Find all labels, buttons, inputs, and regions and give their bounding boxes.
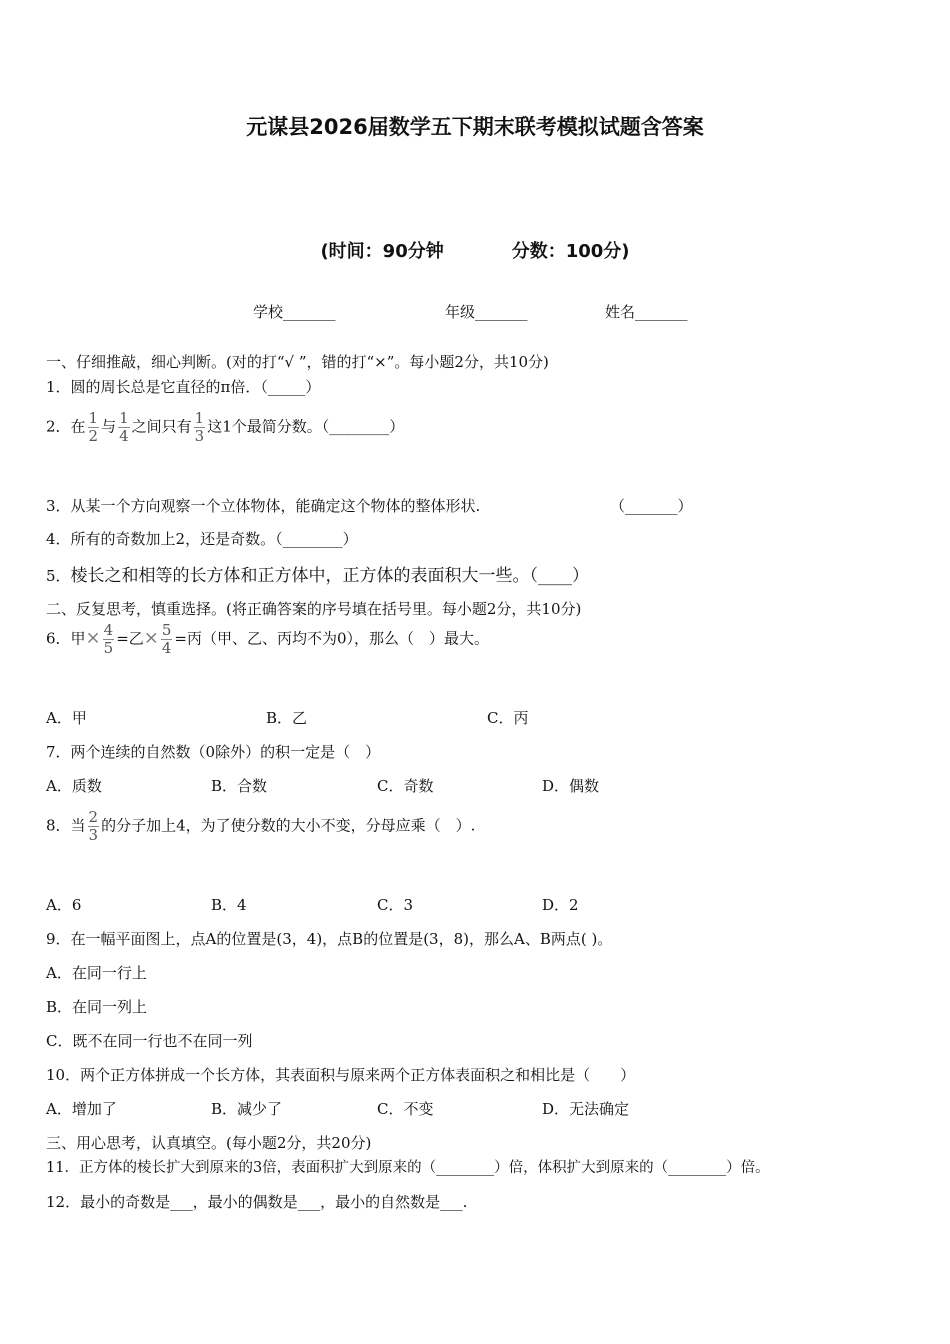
question-5 (46, 561, 589, 586)
fraction-5-4 (161, 622, 173, 657)
q10-option-a[interactable]: A．增加了 (46, 1100, 117, 1118)
q8-option-d[interactable]: D．2 (542, 896, 579, 914)
question-8 (46, 809, 475, 844)
q6-option-b[interactable]: B．乙 (266, 709, 308, 727)
question-12: 12．最小的奇数是___，最小的偶数是___，最小的自然数是___. (46, 1193, 468, 1211)
question-11: 11．正方体的棱长扩大到原来的3倍，表面积扩大到原来的（________）倍，体积扩大到原来的（________）倍。 (46, 1160, 770, 1176)
q9-option-c[interactable]: C．既不在同一行也不在同一列 (46, 1032, 253, 1050)
section-3-heading: 三、用心思考，认真填空。(每小题2分，共20分) (46, 1134, 372, 1152)
question-3-blank[interactable]: （_______） (610, 497, 693, 515)
q6-eq1: =乙 (116, 629, 144, 648)
question-6 (46, 622, 489, 657)
q6-text-a: 6．甲 (46, 629, 86, 648)
question-7: 7．两个连续的自然数（0除外）的积一定是（ ） (46, 743, 381, 761)
fraction-numerator: 2 (88, 808, 99, 826)
q5-text: 棱长之和相等的长方体和正方体中，正方体的表面积大一些。（____） (70, 566, 590, 586)
q10-option-b[interactable]: B．减少了 (211, 1100, 283, 1118)
question-1: 1．圆的周长总是它直径的π倍．（_____） (46, 378, 321, 396)
times-symbol: × (143, 627, 159, 649)
fraction-numerator: 4 (103, 621, 114, 639)
fraction-numerator: 1 (88, 409, 99, 427)
q7-option-d[interactable]: D．偶数 (542, 777, 600, 795)
fraction-denominator: 4 (161, 639, 172, 657)
q6-text-b: 丙（甲、乙、丙均不为0），那么（ ）最大。 (186, 629, 490, 648)
question-3: 3．从某一个方向观察一个立体物体，能确定这个物体的整体形状. (46, 497, 481, 515)
q10-option-c[interactable]: C．不变 (377, 1100, 434, 1118)
school-field[interactable]: 学校_______ (253, 303, 336, 321)
q2-text-c: 之间只有 (131, 417, 192, 436)
fraction-1-4 (118, 410, 130, 445)
time-limit: (时间：90分钟 (320, 241, 444, 262)
q8-text-b: 的分子加上4，为了使分数的大小不变，分母应乘（ ）. (101, 816, 476, 835)
fraction-numerator: 5 (161, 621, 172, 639)
fraction-2-3 (88, 809, 100, 844)
page-title: 元谋县2026届数学五下期末联考模拟试题含答案 (246, 115, 704, 139)
fraction-numerator: 1 (119, 409, 129, 427)
section-2-heading: 二、反复思考，慎重选择。(将正确答案的序号填在括号里。每小题2分，共10分) (46, 600, 582, 618)
q7-option-b[interactable]: B．合数 (211, 777, 268, 795)
q2-text-d: 这1个最简分数。（________） (207, 417, 405, 436)
fraction-numerator: 1 (194, 409, 205, 427)
q9-option-a[interactable]: A．在同一行上 (46, 964, 147, 982)
fraction-denominator: 3 (88, 826, 99, 844)
fraction-denominator: 3 (194, 427, 205, 445)
q7-option-c[interactable]: C．奇数 (377, 777, 434, 795)
fraction-denominator: 2 (88, 427, 99, 445)
q5-number: 5． (46, 567, 71, 585)
q9-option-b[interactable]: B．在同一列上 (46, 998, 148, 1016)
q8-option-c[interactable]: C．3 (377, 896, 414, 914)
name-field[interactable]: 姓名_______ (605, 303, 688, 321)
question-4: 4．所有的奇数加上2，还是奇数。（________） (46, 530, 358, 548)
times-symbol: × (85, 627, 101, 649)
q10-option-d[interactable]: D．无法确定 (542, 1100, 630, 1118)
q8-option-a[interactable]: A．6 (46, 896, 82, 914)
fraction-denominator: 5 (103, 639, 114, 657)
q8-text-a: 8．当 (46, 816, 86, 835)
fraction-1-2 (88, 410, 100, 445)
q6-option-c[interactable]: C．丙 (487, 709, 529, 727)
grade-field[interactable]: 年级_______ (445, 303, 528, 321)
q2-text-b: 与 (101, 417, 117, 436)
exam-subtitle (0, 237, 950, 263)
section-1-heading: 一、仔细推敲，细心判断。(对的打“√ ”，错的打“×”。每小题2分，共10分) (46, 353, 549, 371)
fraction-denominator: 4 (119, 427, 129, 445)
total-score: 分数：100分) (511, 241, 630, 262)
fraction-4-5 (103, 622, 115, 657)
fraction-1-3 (194, 410, 206, 445)
q7-option-a[interactable]: A．质数 (46, 777, 102, 795)
q8-option-b[interactable]: B．4 (211, 896, 247, 914)
q6-option-a[interactable]: A．甲 (46, 709, 87, 727)
question-9: 9．在一幅平面图上，点A的位置是(3，4)，点B的位置是(3，8)，那么A、B两点( )。 (46, 930, 613, 948)
q2-text-a: 2．在 (46, 417, 86, 436)
question-10: 10．两个正方体拼成一个长方体，其表面积与原来两个正方体表面积之和相比是（ ） (46, 1066, 636, 1084)
question-2 (46, 410, 404, 445)
q6-eq2: = (174, 629, 187, 648)
